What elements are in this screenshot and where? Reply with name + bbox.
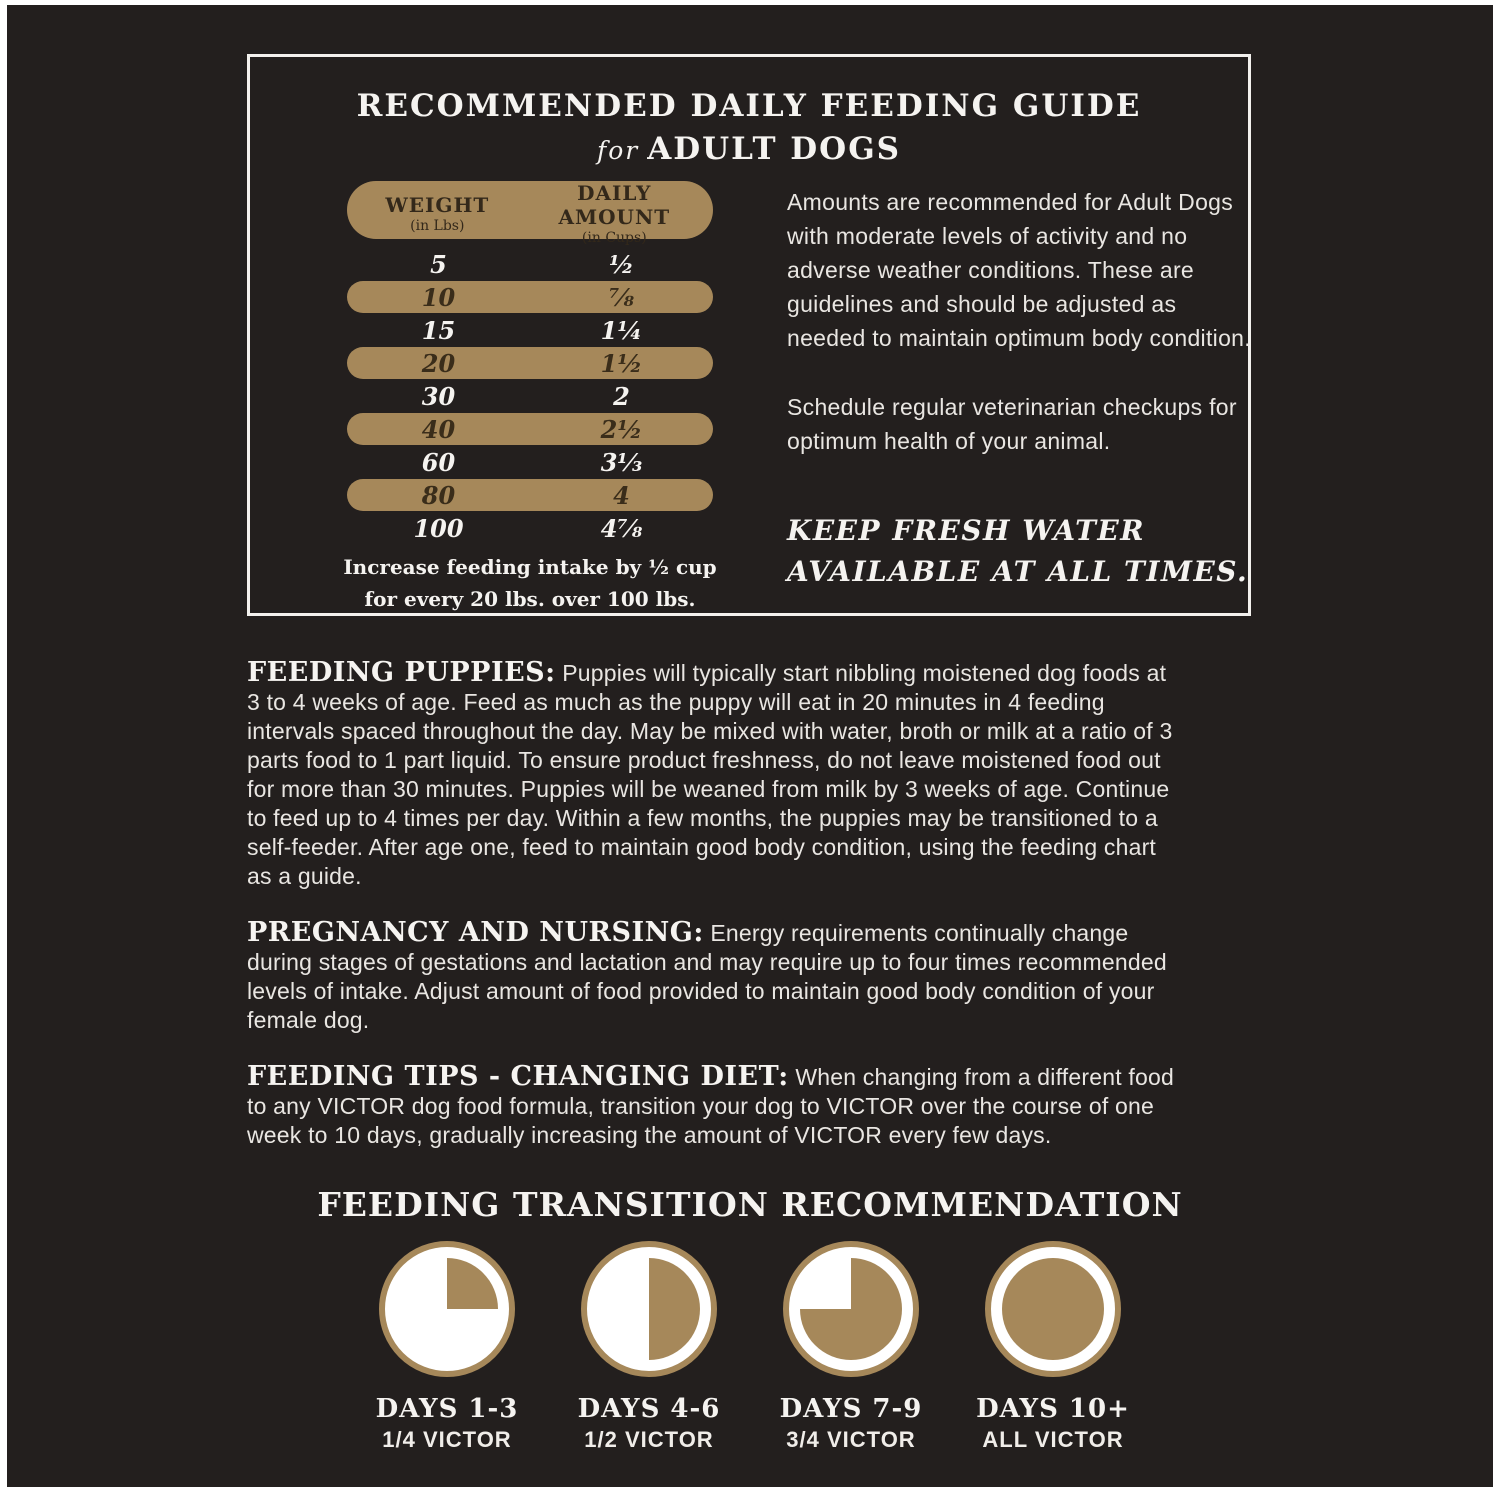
feeding-table [347, 181, 713, 545]
weight-value: 40 [421, 414, 456, 444]
section-paragraph [247, 658, 1175, 891]
weight-header: WEIGHT [385, 193, 490, 217]
section-paragraph [247, 918, 1175, 1035]
amount-value: 1½ [600, 348, 643, 378]
section-heading: FEEDING TIPS - CHANGING DIET: [247, 1061, 789, 1092]
note-line-1: Increase feeding intake by ½ cup [343, 555, 717, 579]
section-heading: FEEDING PUPPIES: [247, 657, 556, 688]
weight-value: 60 [421, 447, 456, 477]
pie-fill [396, 1258, 498, 1360]
transition-title: FEEDING TRANSITION RECOMMENDATION [317, 1185, 1183, 1224]
daily-amount-header-unit: (in Cups) [581, 230, 647, 246]
all-victor-pie-icon [985, 1241, 1121, 1377]
three-quarter-victor-pie-icon [783, 1241, 919, 1377]
fresh-water-line-2: AVAILABLE AT ALL TIMES. [787, 555, 1249, 588]
table-row [347, 248, 713, 280]
amount-value: 2 [613, 381, 630, 411]
amount-value: 3⅓ [600, 447, 643, 477]
fresh-water-notice [787, 510, 1259, 592]
table-header-pill [347, 181, 713, 246]
section-body: Energy requirements continually change during stages of gestations and lactation and may require up to four times recommended levels of intake. Adjust amount of food provided to maintain good body condition of your female dog. [247, 920, 1167, 1033]
daily-amount-header: DAILY AMOUNT [558, 181, 671, 229]
step-fraction-label: 1/4 VICTOR [382, 1427, 512, 1452]
step-days-label: DAYS 1-3 [375, 1394, 519, 1424]
weight-value: 10 [421, 282, 456, 312]
table-row [347, 314, 713, 346]
feeding-guide-label-panel [7, 5, 1493, 1487]
feeding-guide-box [247, 54, 1251, 616]
guide-subtitle-adult-dogs: ADULT DOGS [647, 131, 902, 167]
step-days-label: DAYS 7-9 [779, 1394, 923, 1424]
weight-header-cell [353, 193, 522, 234]
guide-title: RECOMMENDED DAILY FEEDING GUIDE [356, 88, 1142, 124]
amount-value: 4⅞ [600, 513, 643, 543]
pie-fill [1002, 1258, 1104, 1360]
transition-steps [7, 1241, 1493, 1453]
amount-value: 2½ [600, 414, 643, 444]
table-row [347, 380, 713, 412]
guide-subtitle-for: for [596, 136, 640, 165]
step-fraction-label: 3/4 VICTOR [786, 1427, 916, 1452]
weight-value: 80 [421, 480, 456, 510]
table-row [347, 446, 713, 478]
weight-value: 30 [421, 381, 456, 411]
daily-amount-header-cell [522, 181, 707, 246]
half-victor-pie-icon [581, 1241, 717, 1377]
weight-header-unit: (in Lbs) [410, 218, 465, 234]
transition-step-days-4-6 [555, 1241, 743, 1453]
info-sections [247, 658, 1175, 1177]
section-body: When changing from a different food to any VICTOR dog food formula, transition your dog to VICTOR over the course of one week to 10 days, gradually increasing the amount of VICTOR every few days. [247, 1064, 1174, 1148]
section-feeding-puppies [247, 658, 1175, 891]
transition-step-days-7-9 [757, 1241, 945, 1453]
weight-value: 100 [413, 513, 464, 543]
fresh-water-line-1: KEEP FRESH WATER [787, 514, 1146, 547]
table-row [347, 281, 713, 313]
section-feeding-tips [247, 1062, 1175, 1150]
section-heading: PREGNANCY AND NURSING: [247, 917, 704, 948]
weight-value: 5 [430, 249, 447, 279]
pie-fill [598, 1258, 700, 1360]
quarter-victor-pie-icon [379, 1241, 515, 1377]
veterinarian-checkups-paragraph: Schedule regular veterinarian checkups for optimum health of your animal. [787, 394, 1237, 454]
section-body: Puppies will typically start nibbling moistened dog foods at 3 to 4 weeks of age. Feed as much as the puppy will eat in 20 minutes in 4 feeding intervals spaced throughout the day. May be mixed with water, broth or milk at a ratio of 3 parts food to 1 part liquid. To ensure product freshness, do not leave moistened food out for more than 30 minutes. Puppies will be weaned from milk by 3 weeks of age. Continue to feed up to 4 times per day. Within a few months, the puppies may be transitioned to a self-feeder. After age one, feed to maintain good body condition, using the feeding chart as a guide. [247, 660, 1173, 889]
transition-step-days-10-plus [959, 1241, 1147, 1453]
amount-value: ½ [608, 249, 635, 279]
table-row [347, 479, 713, 511]
note-line-2: for every 20 lbs. over 100 lbs. [364, 587, 696, 611]
step-days-label: DAYS 10+ [976, 1394, 1130, 1424]
weight-value: 20 [421, 348, 456, 378]
step-days-label: DAYS 4-6 [577, 1394, 721, 1424]
step-fraction-label: 1/2 VICTOR [584, 1427, 714, 1452]
amount-value: ⅞ [609, 282, 634, 312]
section-pregnancy-nursing [247, 918, 1175, 1035]
step-fraction-label: ALL VICTOR [982, 1427, 1124, 1452]
amount-value: 1¼ [600, 315, 643, 345]
table-row [347, 347, 713, 379]
weight-value: 15 [421, 315, 456, 345]
pie-fill [800, 1258, 902, 1360]
over-100-lbs-note [312, 551, 748, 615]
guide-subtitle [250, 131, 1248, 167]
transition-step-days-1-3 [353, 1241, 541, 1453]
table-row [347, 512, 713, 544]
table-row [347, 413, 713, 445]
guide-right-column [787, 185, 1259, 592]
section-paragraph [247, 1062, 1175, 1150]
amount-value: 4 [613, 480, 630, 510]
table-rows [347, 248, 713, 544]
amounts-recommended-paragraph: Amounts are recommended for Adult Dogs with moderate levels of activity and no adverse weather conditions. These are guidelines and should be adjusted as needed to maintain optimum body condition. [787, 189, 1251, 351]
